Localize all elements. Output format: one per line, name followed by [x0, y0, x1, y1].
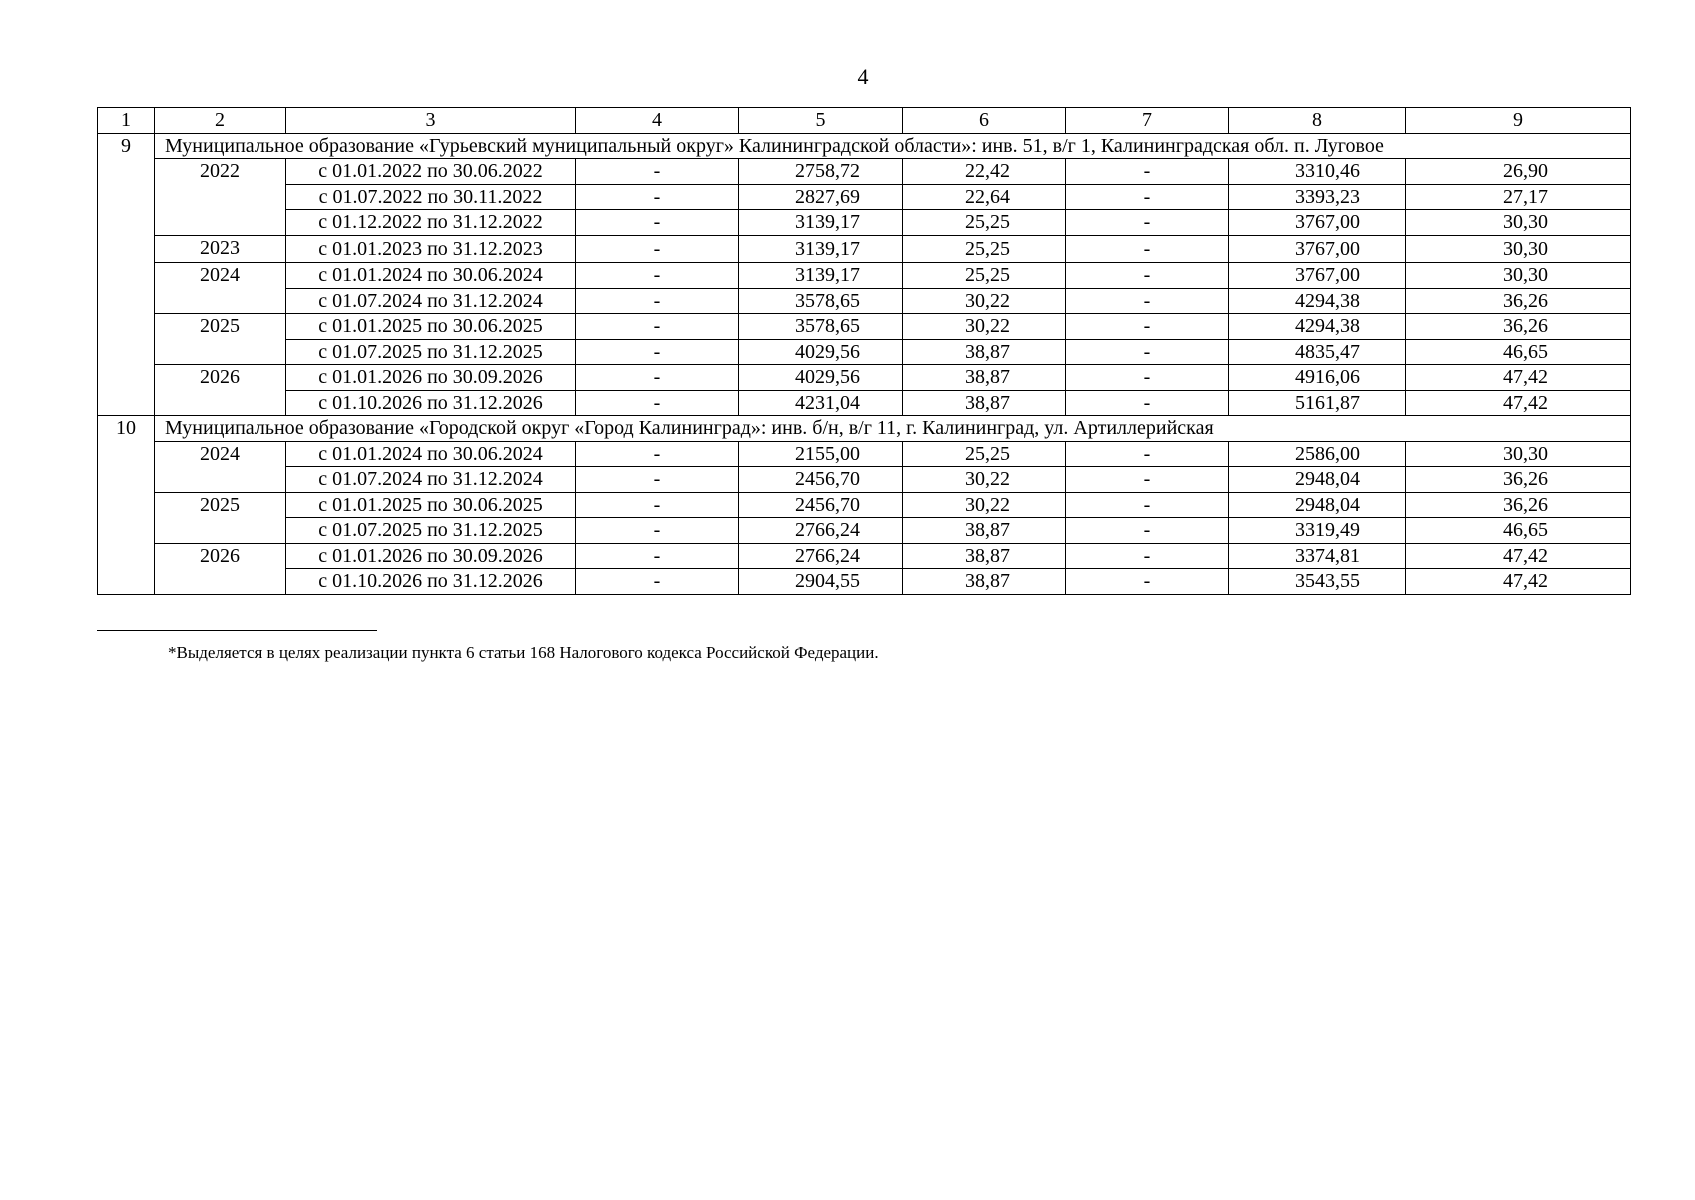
col8-cell: 3374,81	[1229, 543, 1406, 569]
period-cell: с 01.07.2025 по 31.12.2025	[286, 518, 576, 544]
table-row	[98, 543, 1631, 569]
section-number: 9	[98, 133, 155, 416]
col9-cell: 30,30	[1406, 210, 1631, 236]
col9-cell: 36,26	[1406, 288, 1631, 314]
col5-cell: 3139,17	[739, 210, 903, 236]
period-cell: с 01.01.2026 по 30.09.2026	[286, 543, 576, 569]
period-cell: с 01.01.2026 по 30.09.2026	[286, 365, 576, 391]
col4-cell: -	[576, 210, 739, 236]
col4-cell: -	[576, 492, 739, 518]
table-row	[98, 159, 1631, 185]
col6-cell: 25,25	[903, 263, 1066, 289]
table-row	[98, 518, 1631, 544]
col9-cell: 30,30	[1406, 441, 1631, 467]
table-row	[98, 210, 1631, 236]
col8-cell: 4294,38	[1229, 314, 1406, 340]
col8-cell: 3393,23	[1229, 184, 1406, 210]
col4-cell: -	[576, 288, 739, 314]
period-cell: с 01.01.2023 по 31.12.2023	[286, 235, 576, 263]
col7-cell: -	[1066, 518, 1229, 544]
col9-cell: 36,26	[1406, 492, 1631, 518]
table-row	[98, 339, 1631, 365]
col7-cell: -	[1066, 159, 1229, 185]
col6-cell: 38,87	[903, 569, 1066, 595]
col7-cell: -	[1066, 569, 1229, 595]
col8-cell: 4916,06	[1229, 365, 1406, 391]
period-cell: с 01.07.2024 по 31.12.2024	[286, 467, 576, 493]
col7-cell: -	[1066, 263, 1229, 289]
col6-cell: 30,22	[903, 492, 1066, 518]
col5-cell: 2758,72	[739, 159, 903, 185]
col8-cell: 3767,00	[1229, 210, 1406, 236]
footnote: *Выделяется в целях реализации пункта 6 статьи 168 Налогового кодекса Российской Федерации.	[168, 643, 879, 662]
year-cell: 2026	[155, 365, 286, 416]
col8-cell: 2948,04	[1229, 467, 1406, 493]
col5-cell: 2766,24	[739, 518, 903, 544]
col6-cell: 30,22	[903, 314, 1066, 340]
col6-cell: 38,87	[903, 339, 1066, 365]
year-cell: 2024	[155, 263, 286, 314]
col6-cell: 38,87	[903, 365, 1066, 391]
period-cell: с 01.10.2026 по 31.12.2026	[286, 569, 576, 595]
col6-cell: 25,25	[903, 210, 1066, 236]
col5-cell: 2155,00	[739, 441, 903, 467]
period-cell: с 01.07.2025 по 31.12.2025	[286, 339, 576, 365]
table-row	[98, 184, 1631, 210]
period-cell: с 01.01.2025 по 30.06.2025	[286, 314, 576, 340]
col7-cell: -	[1066, 339, 1229, 365]
col8-cell: 3319,49	[1229, 518, 1406, 544]
year-cell: 2025	[155, 492, 286, 543]
column-number: 1	[98, 108, 155, 134]
column-number: 6	[903, 108, 1066, 134]
col7-cell: -	[1066, 390, 1229, 416]
col9-cell: 47,42	[1406, 390, 1631, 416]
col7-cell: -	[1066, 288, 1229, 314]
col9-cell: 46,65	[1406, 518, 1631, 544]
column-number: 3	[286, 108, 576, 134]
period-cell: с 01.01.2022 по 30.06.2022	[286, 159, 576, 185]
col4-cell: -	[576, 518, 739, 544]
col9-cell: 47,42	[1406, 543, 1631, 569]
col9-cell: 36,26	[1406, 314, 1631, 340]
col5-cell: 3139,17	[739, 263, 903, 289]
table-row	[98, 314, 1631, 340]
column-number: 4	[576, 108, 739, 134]
col4-cell: -	[576, 543, 739, 569]
table-row	[98, 441, 1631, 467]
col6-cell: 22,42	[903, 159, 1066, 185]
col7-cell: -	[1066, 543, 1229, 569]
period-cell: с 01.01.2024 по 30.06.2024	[286, 263, 576, 289]
section-header-row	[98, 416, 1631, 442]
col4-cell: -	[576, 314, 739, 340]
col5-cell: 2456,70	[739, 467, 903, 493]
col5-cell: 4231,04	[739, 390, 903, 416]
col4-cell: -	[576, 569, 739, 595]
period-cell: с 01.07.2022 по 30.11.2022	[286, 184, 576, 210]
col5-cell: 2904,55	[739, 569, 903, 595]
col4-cell: -	[576, 184, 739, 210]
col7-cell: -	[1066, 235, 1229, 263]
col6-cell: 30,22	[903, 288, 1066, 314]
col9-cell: 26,90	[1406, 159, 1631, 185]
col7-cell: -	[1066, 467, 1229, 493]
section-title: Муниципальное образование «Гурьевский муниципальный округ» Калининградской области»: инв. 51, в/г 1, Калининградская обл. п. Луговое	[155, 133, 1631, 159]
col8-cell: 3767,00	[1229, 235, 1406, 263]
col7-cell: -	[1066, 441, 1229, 467]
col5-cell: 2456,70	[739, 492, 903, 518]
col9-cell: 46,65	[1406, 339, 1631, 365]
col9-cell: 36,26	[1406, 467, 1631, 493]
table-row	[98, 288, 1631, 314]
col5-cell: 2766,24	[739, 543, 903, 569]
table-row	[98, 235, 1631, 263]
period-cell: с 01.12.2022 по 31.12.2022	[286, 210, 576, 236]
col5-cell: 3578,65	[739, 314, 903, 340]
col6-cell: 25,25	[903, 441, 1066, 467]
col8-cell: 3767,00	[1229, 263, 1406, 289]
col4-cell: -	[576, 390, 739, 416]
section-header-row	[98, 133, 1631, 159]
year-cell: 2026	[155, 543, 286, 594]
page-number: 4	[857, 64, 869, 89]
table-row	[98, 390, 1631, 416]
column-number-row	[98, 108, 1631, 134]
section-title: Муниципальное образование «Городской округ «Город Калининград»: инв. б/н, в/г 11, г. Калининград, ул. Артиллерийская	[155, 416, 1631, 442]
col9-cell: 30,30	[1406, 263, 1631, 289]
tariff-table	[97, 107, 1631, 595]
table-row	[98, 467, 1631, 493]
period-cell: с 01.01.2024 по 30.06.2024	[286, 441, 576, 467]
col5-cell: 3139,17	[739, 235, 903, 263]
col6-cell: 30,22	[903, 467, 1066, 493]
table-row	[98, 365, 1631, 391]
column-number: 9	[1406, 108, 1631, 134]
col6-cell: 22,64	[903, 184, 1066, 210]
table-row	[98, 492, 1631, 518]
col4-cell: -	[576, 441, 739, 467]
col6-cell: 25,25	[903, 235, 1066, 263]
col4-cell: -	[576, 235, 739, 263]
col8-cell: 2586,00	[1229, 441, 1406, 467]
col7-cell: -	[1066, 184, 1229, 210]
column-number: 8	[1229, 108, 1406, 134]
col5-cell: 4029,56	[739, 339, 903, 365]
period-cell: с 01.10.2026 по 31.12.2026	[286, 390, 576, 416]
year-cell: 2025	[155, 314, 286, 365]
year-cell: 2024	[155, 441, 286, 492]
col4-cell: -	[576, 339, 739, 365]
column-number: 5	[739, 108, 903, 134]
section-number: 10	[98, 416, 155, 595]
col7-cell: -	[1066, 365, 1229, 391]
col9-cell: 27,17	[1406, 184, 1631, 210]
col7-cell: -	[1066, 210, 1229, 236]
table-row	[98, 569, 1631, 595]
col8-cell: 4294,38	[1229, 288, 1406, 314]
col5-cell: 4029,56	[739, 365, 903, 391]
period-cell: с 01.07.2024 по 31.12.2024	[286, 288, 576, 314]
col4-cell: -	[576, 159, 739, 185]
table-body	[98, 108, 1631, 595]
column-number: 7	[1066, 108, 1229, 134]
col9-cell: 47,42	[1406, 365, 1631, 391]
col4-cell: -	[576, 467, 739, 493]
col4-cell: -	[576, 263, 739, 289]
col9-cell: 47,42	[1406, 569, 1631, 595]
year-cell: 2022	[155, 159, 286, 236]
col7-cell: -	[1066, 314, 1229, 340]
column-number: 2	[155, 108, 286, 134]
col5-cell: 3578,65	[739, 288, 903, 314]
col8-cell: 3310,46	[1229, 159, 1406, 185]
col6-cell: 38,87	[903, 543, 1066, 569]
col5-cell: 2827,69	[739, 184, 903, 210]
col8-cell: 3543,55	[1229, 569, 1406, 595]
col6-cell: 38,87	[903, 518, 1066, 544]
period-cell: с 01.01.2025 по 30.06.2025	[286, 492, 576, 518]
col4-cell: -	[576, 365, 739, 391]
col8-cell: 5161,87	[1229, 390, 1406, 416]
col8-cell: 2948,04	[1229, 492, 1406, 518]
table-row	[98, 263, 1631, 289]
year-cell: 2023	[155, 235, 286, 263]
col9-cell: 30,30	[1406, 235, 1631, 263]
col8-cell: 4835,47	[1229, 339, 1406, 365]
footnote-divider	[97, 630, 377, 631]
col6-cell: 38,87	[903, 390, 1066, 416]
col7-cell: -	[1066, 492, 1229, 518]
